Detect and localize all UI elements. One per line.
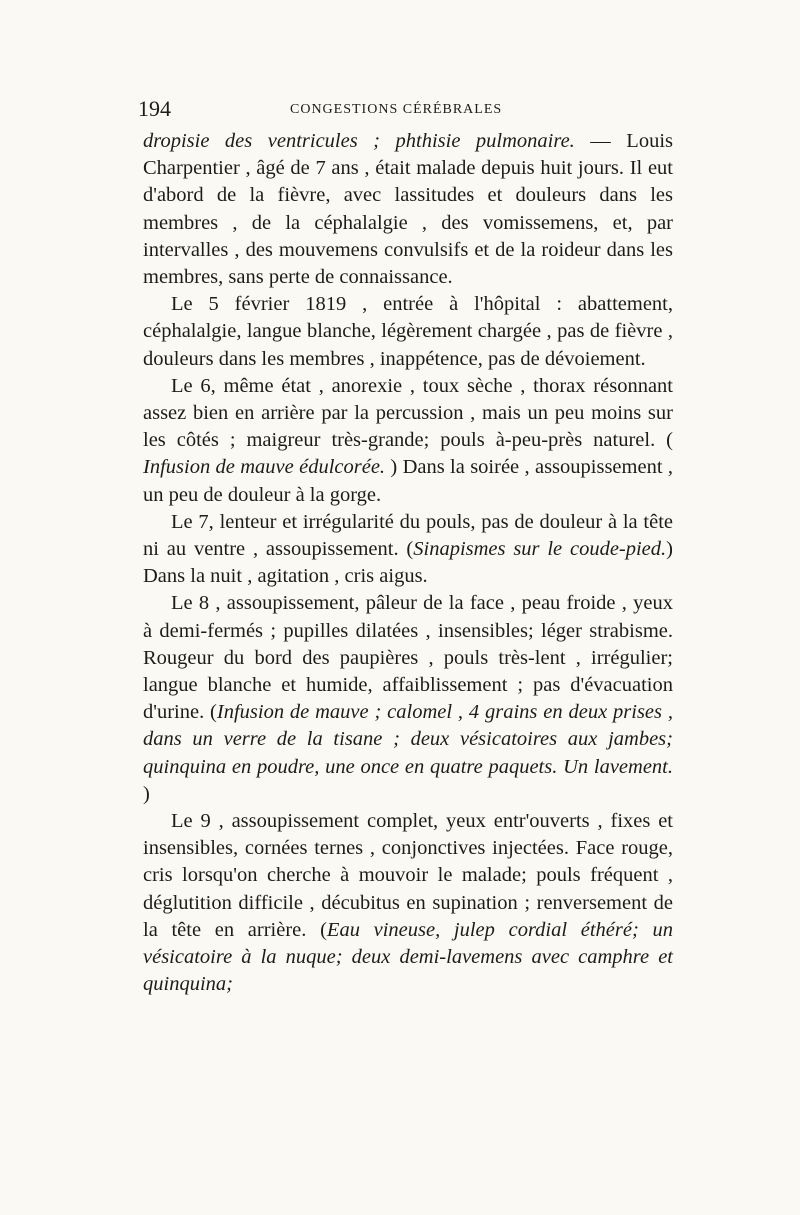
paragraph-4 bbox=[143, 509, 673, 591]
text-segment: dropisie des ventricules ; phthisie pulmonaire. bbox=[143, 130, 575, 152]
text-segment: Le 6, même état , anorexie , toux sèche , thorax résonnant assez bien en arrière par la percussion , mais un peu moins sur les côtés ; maigreur très-grande; pouls à-peu-près naturel. ( bbox=[143, 374, 673, 452]
text-segment: ) Dans la nuit , agitation , cris aigus. bbox=[143, 538, 673, 588]
text-segment: Le 5 février 1819 , entrée à l'hôpital : abattement, céphalalgie, langue blanche, légèrement chargée , pas de fièvre , douleurs dans les membres , inappétence, pas de dévoiement. bbox=[143, 293, 673, 370]
page-header bbox=[138, 96, 668, 124]
paragraph-2 bbox=[143, 291, 673, 373]
page-number: 194 bbox=[138, 96, 171, 121]
text-segment: ) bbox=[143, 782, 150, 805]
text-segment: Infusion de mauve ; calomel , 4 grains en deux prises , dans un verre de la tisane ; deux vésicatoires aux jambes; quinquina en poudre, une once en quatre paquets. Un lavement. bbox=[143, 701, 673, 778]
body-text bbox=[143, 128, 673, 999]
text-segment: — Louis Charpentier , âgé de 7 ans , était malade depuis huit jours. Il eut d'abord de la fièvre, avec lassitudes et douleurs dans les membres , de la céphalalgie , des vomissemens, et, par intervalles , des mouvemens convulsifs et de la roideur dans les membres, sans perte de connaissance. bbox=[143, 130, 673, 289]
text-segment: ) Dans la soirée , assoupissement , un peu de douleur à la gorge. bbox=[143, 456, 673, 506]
text-segment: Le 9 , assoupissement complet, yeux entr'ouverts , fixes et insensibles, cornées ternes , conjonctives injectées. Face rouge, cris lorsqu'on cherche à mouvoir le malade; pouls fréquent , déglutition difficile , décubitus en supination ; renversement de la tête en arrière. ( bbox=[143, 810, 673, 941]
paragraph-3 bbox=[143, 373, 673, 509]
text-segment: Eau vineuse, julep cordial éthéré; un vésicatoire à la nuque; deux demi-lavemens avec camphre et quinquina; bbox=[143, 918, 673, 996]
text-segment: Le 8 , assoupissement, pâleur de la face , peau froide , yeux à demi-fermés ; pupilles dilatées , insensibles; léger strabisme. Rougeur du bord des paupières , pouls très-lent , irrégulier; langue blanche et humide, affaiblissement ; pas d'évacuation d'urine. ( bbox=[143, 592, 673, 724]
text-segment: Le 7, lenteur et irrégularité du pouls, pas de douleur à la tête ni au ventre , assoupissement. ( bbox=[143, 510, 673, 561]
text-segment: Infusion de mauve édulcorée. bbox=[143, 456, 386, 479]
paragraph-5 bbox=[143, 590, 673, 808]
text-segment: Sinapismes sur le coude-pied. bbox=[413, 538, 667, 561]
paragraph-1 bbox=[143, 128, 673, 291]
paragraph-6 bbox=[143, 808, 673, 998]
running-head: CONGESTIONS CÉRÉBRALES bbox=[290, 102, 503, 117]
